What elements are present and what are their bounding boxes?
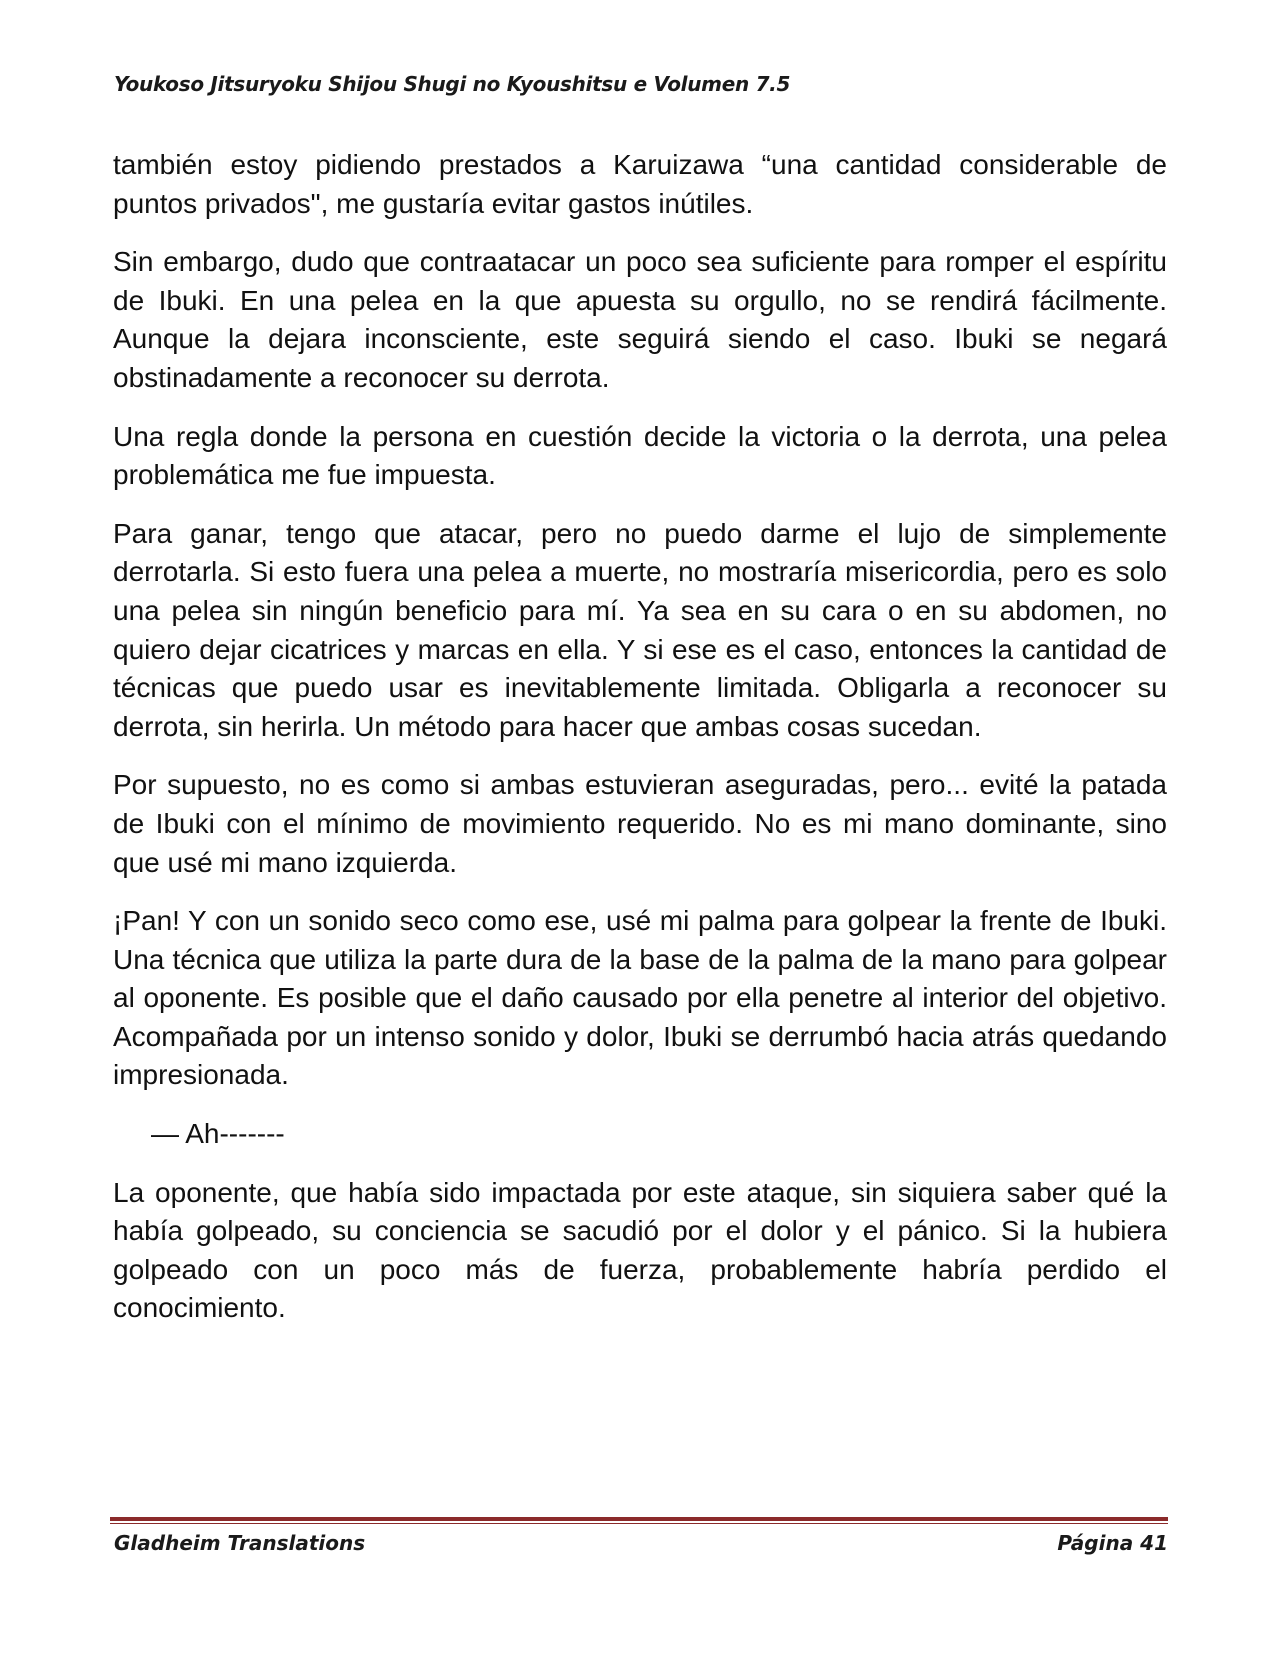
footer-page-number: Página 41 bbox=[1057, 1531, 1168, 1555]
paragraph-5: Por supuesto, no es como si ambas estuvieran aseguradas, pero... evité la patada de Ibuki con el mínimo de movimiento requerido. No es mi mano dominante, sino que usé mi mano izquierda. bbox=[113, 769, 1167, 878]
footer-divider bbox=[110, 1517, 1168, 1524]
paragraph-4: Para ganar, tengo que atacar, pero no puedo darme el lujo de simplemente derrotarla. Si esto fuera una pelea a muerte, no mostraría misericordia, pero es solo una pelea sin ningún beneficio para mí. Ya sea en su cara o en su abdomen, no quiero dejar cicatrices y marcas en ella. Y si ese es el caso, entonces la cantidad de técnicas que puedo usar es inevitablemente limitada. Obligarla a reconocer su derrota, sin herirla. Un método para hacer que ambas cosas sucedan. bbox=[113, 517, 1167, 742]
page-header-title: Youkoso Jitsuryoku Shijou Shugi no Kyoushitsu e Volumen 7.5 bbox=[114, 72, 791, 96]
paragraph-6: ¡Pan! Y con un sonido seco como ese, usé mi palma para golpear la frente de Ibuki. Una técnica que utiliza la parte dura de la base de la palma de la mano para golpear al oponente. Es posible que el daño causado por ella penetre al interior del objetivo. Acompañada por un intenso sonido y dolor, Ibuki se derrumbó hacia atrás quedando impresionada. bbox=[113, 905, 1167, 1091]
paragraph-1: también estoy pidiendo prestados a Karuizawa “una cantidad considerable de puntos privados", me gustaría evitar gastos inútiles. bbox=[113, 149, 1167, 219]
paragraph-3: Una regla donde la persona en cuestión decide la victoria o la derrota, una pelea problemática me fue impuesta. bbox=[113, 420, 1167, 491]
paragraph-2: Sin embargo, dudo que contraatacar un poco sea suficiente para romper el espíritu de Ibuki. En una pelea en la que apuesta su orgullo, no se rendirá fácilmente. Aunque la dejara inconsciente, este seguirá siendo el caso. Ibuki se negará obstinadamente a reconocer su derrota. bbox=[113, 246, 1167, 393]
paragraph-8: La oponente, que había sido impactada por este ataque, sin siquiera saber qué la había golpeado, su conciencia se sacudió por el dolor y el pánico. Si la hubiera golpeado con un poco más de fuerza, probablemente habría perdido el conocimiento. bbox=[113, 1176, 1167, 1324]
body-text bbox=[113, 146, 1167, 1348]
footer-publisher: Gladheim Translations bbox=[114, 1531, 366, 1555]
dialogue-line: — Ah------- bbox=[151, 1118, 285, 1150]
